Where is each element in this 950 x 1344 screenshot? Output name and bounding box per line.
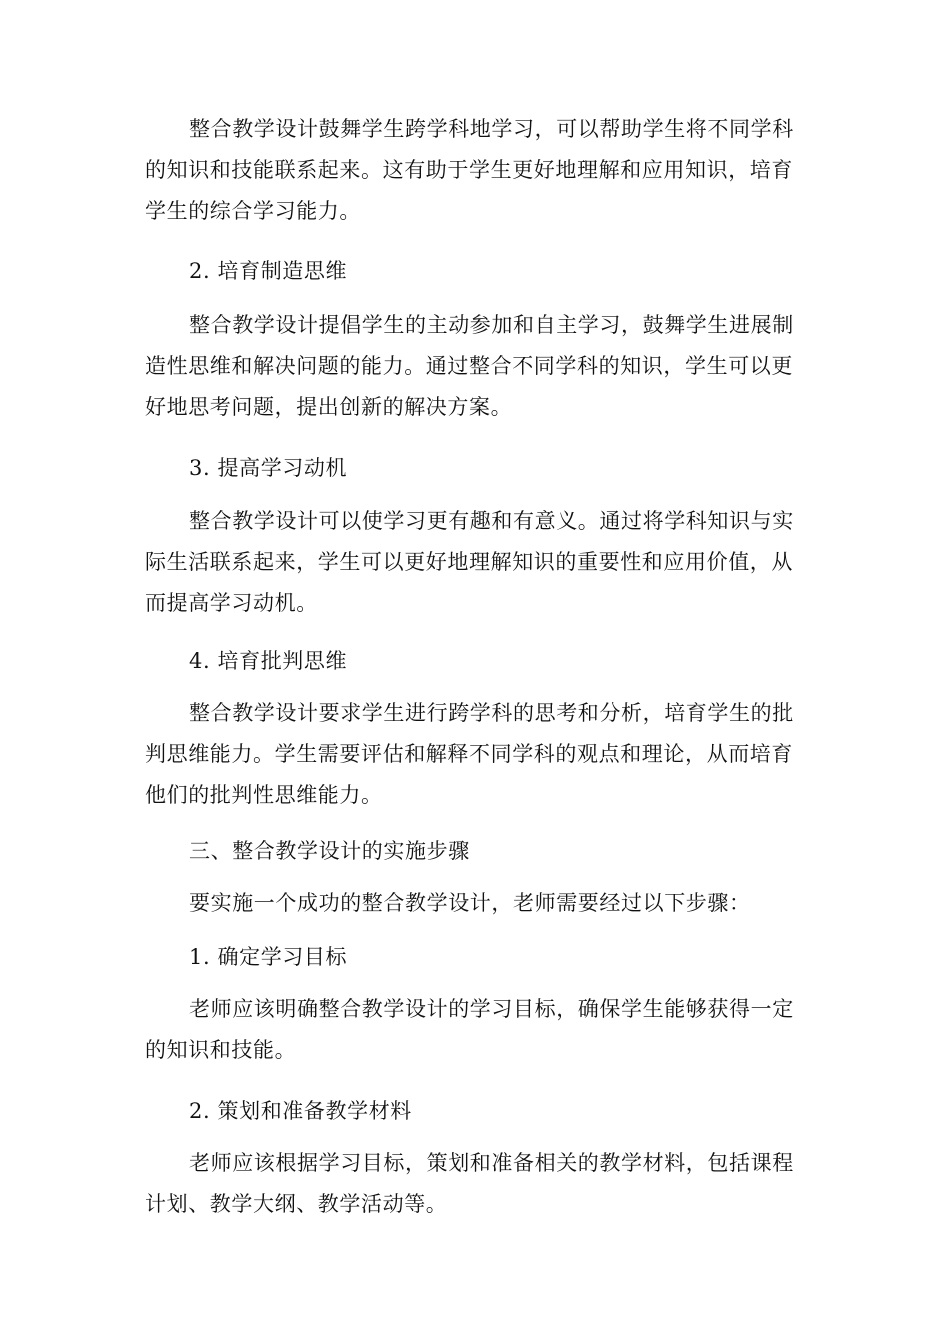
paragraph-interdisciplinary-learning: 整合教学设计鼓舞学生跨学科地学习，可以帮助学生将不同学科的知识和技能联系起来。这有助于学生更好地理解和应用知识，培育学生的综合学习能力。 <box>145 117 794 223</box>
paragraph-steps-intro: 要实施一个成功的整合教学设计，老师需要经过以下步骤： <box>189 891 751 915</box>
paragraph-learning-motivation: 整合教学设计可以使学习更有趣和有意义。通过将学科知识与实际生活联系起来，学生可以更好地理解知识的重要性和应用价值，从而提高学习动机。 <box>145 509 794 615</box>
heading-critical-thinking: 4. 培育批判思维 <box>189 649 348 673</box>
paragraph-creative-thinking: 整合教学设计提倡学生的主动参加和自主学习，鼓舞学生进展制造性思维和解决问题的能力。通过整合不同学科的知识，学生可以更好地思考问题，提出创新的解决方案。 <box>145 313 794 419</box>
heading-teaching-materials: 2. 策划和准备教学材料 <box>189 1099 412 1123</box>
heading-learning-goals: 1. 确定学习目标 <box>189 945 348 969</box>
heading-learning-motivation: 3. 提高学习动机 <box>189 456 348 480</box>
paragraph-teaching-materials: 老师应该根据学习目标，策划和准备相关的教学材料，包括课程计划、教学大纲、教学活动等。 <box>145 1151 794 1216</box>
section-heading-implementation-steps: 三、整合教学设计的实施步骤 <box>189 839 470 863</box>
paragraph-critical-thinking: 整合教学设计要求学生进行跨学科的思考和分析，培育学生的批判思维能力。学生需要评估和解释不同学科的观点和理论，从而培育他们的批判性思维能力。 <box>145 701 794 807</box>
paragraph-learning-goals: 老师应该明确整合教学设计的学习目标，确保学生能够获得一定的知识和技能。 <box>145 997 794 1062</box>
heading-creative-thinking: 2. 培育制造思维 <box>189 259 348 283</box>
